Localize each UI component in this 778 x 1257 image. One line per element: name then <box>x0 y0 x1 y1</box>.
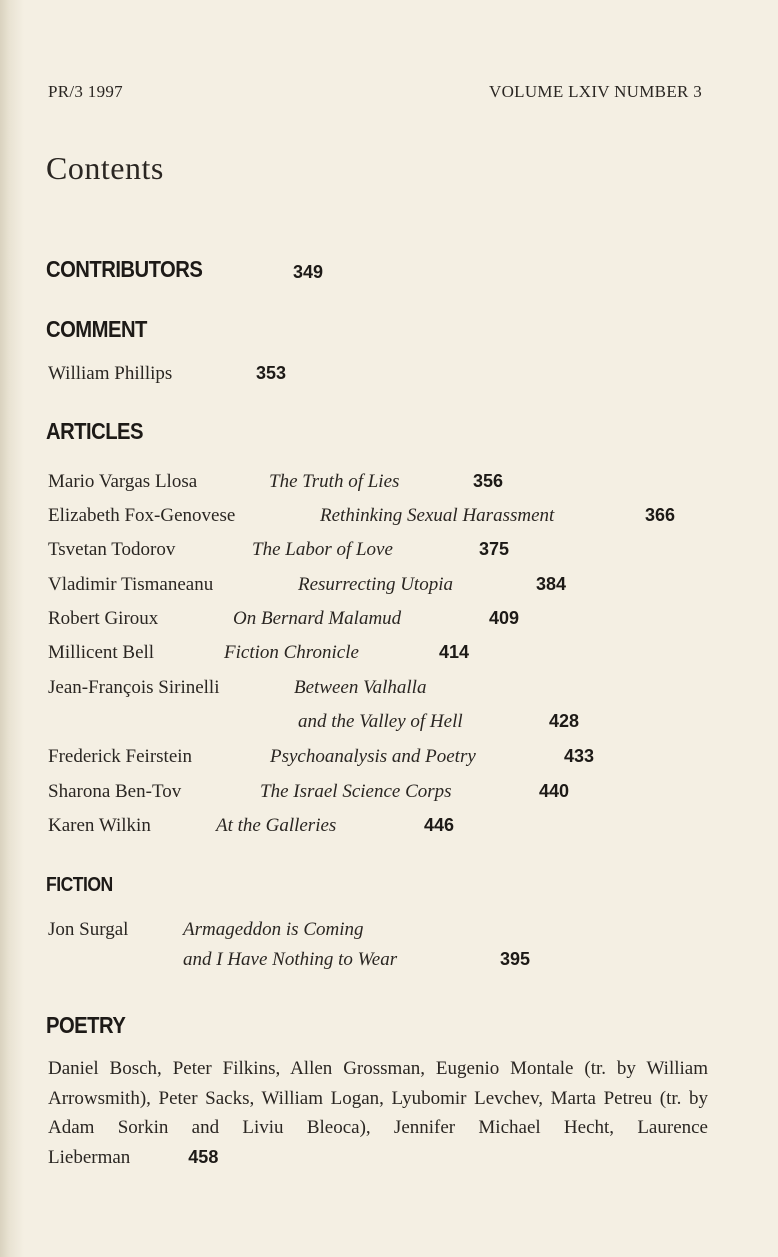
entry-page-number: 395 <box>500 949 531 969</box>
contributors-page-number: 349 <box>293 262 324 282</box>
entry-title: Between Valhalla <box>294 677 427 698</box>
poetry-page-number: 458 <box>188 1146 219 1167</box>
entry-title-continued: and the Valley of Hell <box>298 711 463 732</box>
entry-author: Frederick Feirstein <box>48 746 193 767</box>
section-heading-comment: COMMENT <box>46 316 147 342</box>
entry-author: Mario Vargas Llosa <box>48 471 198 492</box>
entry-author: Karen Wilkin <box>48 815 151 836</box>
entry-title: The Labor of Love <box>252 539 393 560</box>
entry-page-number: 384 <box>536 574 567 594</box>
entry-author: Sharona Ben-Tov <box>48 781 182 802</box>
entry-page-number: 409 <box>489 608 520 628</box>
entry-author: Robert Giroux <box>48 608 159 629</box>
entry-author: Elizabeth Fox-Genovese <box>48 505 236 526</box>
page-spine-shadow <box>0 0 24 1257</box>
entry-title: The Israel Science Corps <box>260 781 452 802</box>
entry-title: Psychoanalysis and Poetry <box>270 746 476 767</box>
entry-author: William Phillips <box>48 363 173 384</box>
entry-page-number: 433 <box>564 746 595 766</box>
entry-page-number: 356 <box>473 471 504 491</box>
entry-author: Jon Surgal <box>48 919 129 940</box>
entry-title-continued: and I Have Nothing to Wear <box>183 949 398 970</box>
entry-title: Armageddon is Coming <box>183 919 364 940</box>
entry-page-number: 353 <box>256 363 287 383</box>
entry-author: Jean-François Sirinelli <box>48 677 220 698</box>
entry-title: Rethinking Sexual Harassment <box>320 505 555 526</box>
section-heading-poetry: POETRY <box>46 1012 126 1038</box>
entry-page-number: 446 <box>424 815 455 835</box>
entry-page-number: 428 <box>549 711 580 731</box>
section-heading-contributors: CONTRIBUTORS <box>46 256 203 282</box>
entry-title: The Truth of Lies <box>269 471 400 492</box>
entry-author: Millicent Bell <box>48 642 155 663</box>
poetry-names: Daniel Bosch, Peter Filkins, Allen Grossman, Eugenio Montale (tr. by William Arrowsmith), Peter Sacks, William Logan, Lyubomir Levchev, Marta Petreu (tr. by Adam Sorkin and Liviu Bleoca), Jennifer Michael Hecht, Laurence Lieberman <box>48 1058 708 1168</box>
issue-label: PR/3 1997 <box>48 82 123 101</box>
entry-page-number: 366 <box>645 505 676 525</box>
page-title: Contents <box>46 150 164 186</box>
volume-label: VOLUME LXIV NUMBER 3 <box>489 82 702 101</box>
section-heading-articles: ARTICLES <box>46 418 143 444</box>
entry-title: At the Galleries <box>216 815 337 836</box>
entry-page-number: 440 <box>539 781 570 801</box>
entry-title: On Bernard Malamud <box>233 608 402 629</box>
entry-page-number: 414 <box>439 642 470 662</box>
entry-title: Fiction Chronicle <box>224 642 359 663</box>
poetry-contributors-list <box>48 1054 708 1172</box>
entry-author: Vladimir Tismaneanu <box>48 574 214 595</box>
entry-author: Tsvetan Todorov <box>48 539 176 560</box>
section-heading-fiction: FICTION <box>46 874 113 896</box>
entry-title: Resurrecting Utopia <box>298 574 453 595</box>
entry-page-number: 375 <box>479 539 510 559</box>
